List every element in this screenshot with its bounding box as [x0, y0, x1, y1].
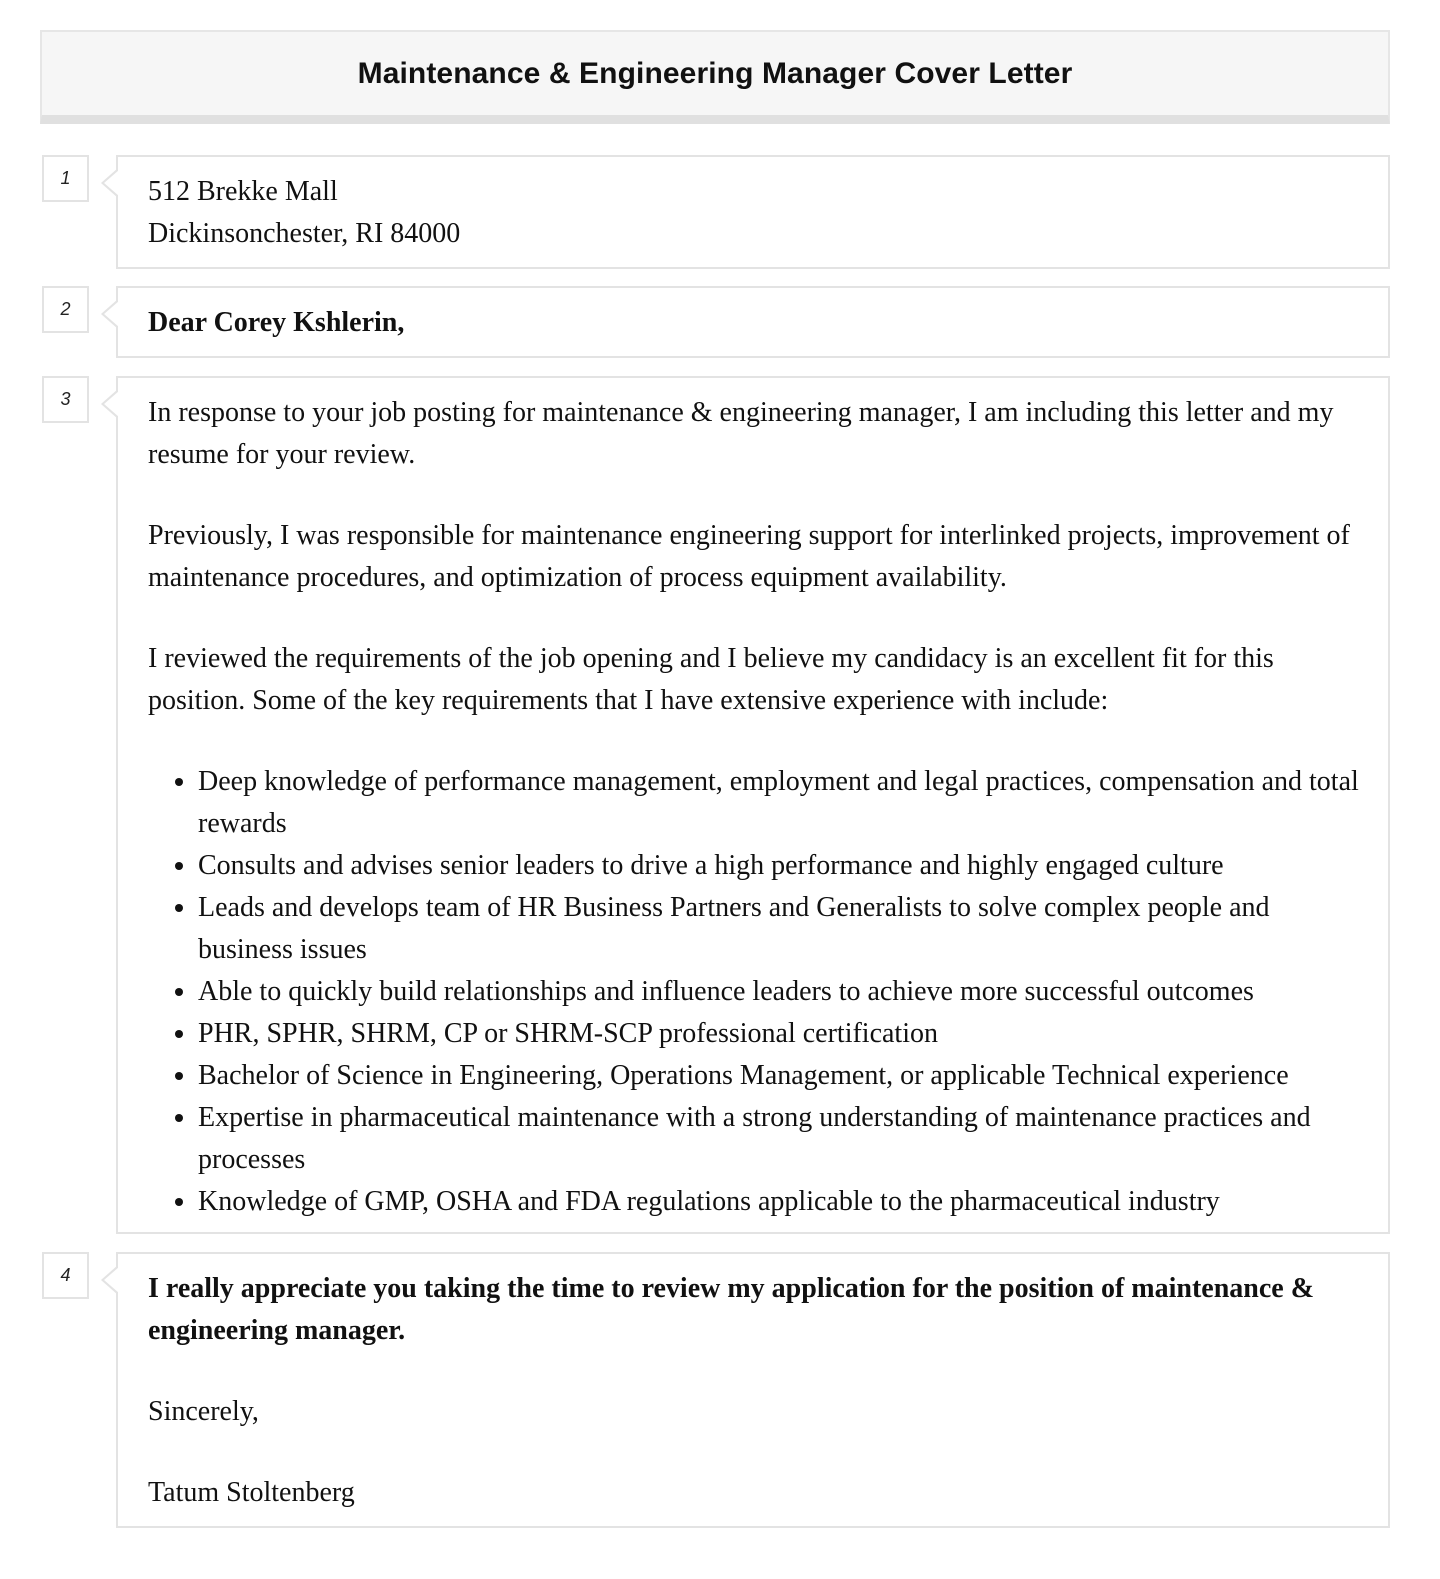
- list-item: Able to quickly build relationships and influence leaders to achieve more successful outcomes: [198, 971, 1368, 1013]
- address-line-2: Dickinsonchester, RI 84000: [148, 218, 461, 249]
- document-title: Maintenance & Engineering Manager Cover Letter: [357, 56, 1073, 90]
- experience-paragraph: Previously, I was responsible for maintenance engineering support for interlinked projects, improvement of maintenance procedures, and optimization of process equipment availability.: [148, 520, 1350, 593]
- closing-statement: I really appreciate you taking the time to review my application for the position of maintenance & engineering manager.: [148, 1273, 1315, 1346]
- section-number: 2: [42, 286, 89, 333]
- salutation: Dear Corey Kshlerin,: [148, 307, 405, 338]
- intro-paragraph: In response to your job posting for maintenance & engineering manager, I am including this letter and my resume for your review.: [148, 397, 1334, 470]
- list-item: Consults and advises senior leaders to drive a high performance and highly engaged culture: [198, 845, 1368, 887]
- requirements-intro-paragraph: I reviewed the requirements of the job opening and I believe my candidacy is an excellent fit for this position. Some of the key requirements that I have extensive experience with include:: [148, 643, 1274, 716]
- section-number: 4: [42, 1252, 89, 1299]
- closing-card: [116, 1252, 1390, 1528]
- section-number: 1: [42, 155, 89, 202]
- list-item: Leads and develops team of HR Business Partners and Generalists to solve complex people and business issues: [198, 887, 1368, 971]
- requirements-list: [148, 761, 1368, 1223]
- list-item: Knowledge of GMP, OSHA and FDA regulations applicable to the pharmaceutical industry: [198, 1181, 1368, 1223]
- address-line-1: 512 Brekke Mall: [148, 176, 338, 207]
- list-item: Expertise in pharmaceutical maintenance with a strong understanding of maintenance practices and processes: [198, 1097, 1368, 1181]
- sign-off: Sincerely,: [148, 1396, 259, 1427]
- signature-name: Tatum Stoltenberg: [148, 1477, 355, 1508]
- document-title-bar: [40, 30, 1390, 124]
- list-item: Bachelor of Science in Engineering, Operations Management, or applicable Technical experience: [198, 1055, 1368, 1097]
- section-number: 3: [42, 376, 89, 423]
- salutation-card: [116, 286, 1390, 358]
- list-item: Deep knowledge of performance management, employment and legal practices, compensation and total rewards: [198, 761, 1368, 845]
- body-card: [116, 376, 1390, 1234]
- list-item: PHR, SPHR, SHRM, CP or SHRM-SCP professional certification: [198, 1013, 1368, 1055]
- address-card: [116, 155, 1390, 269]
